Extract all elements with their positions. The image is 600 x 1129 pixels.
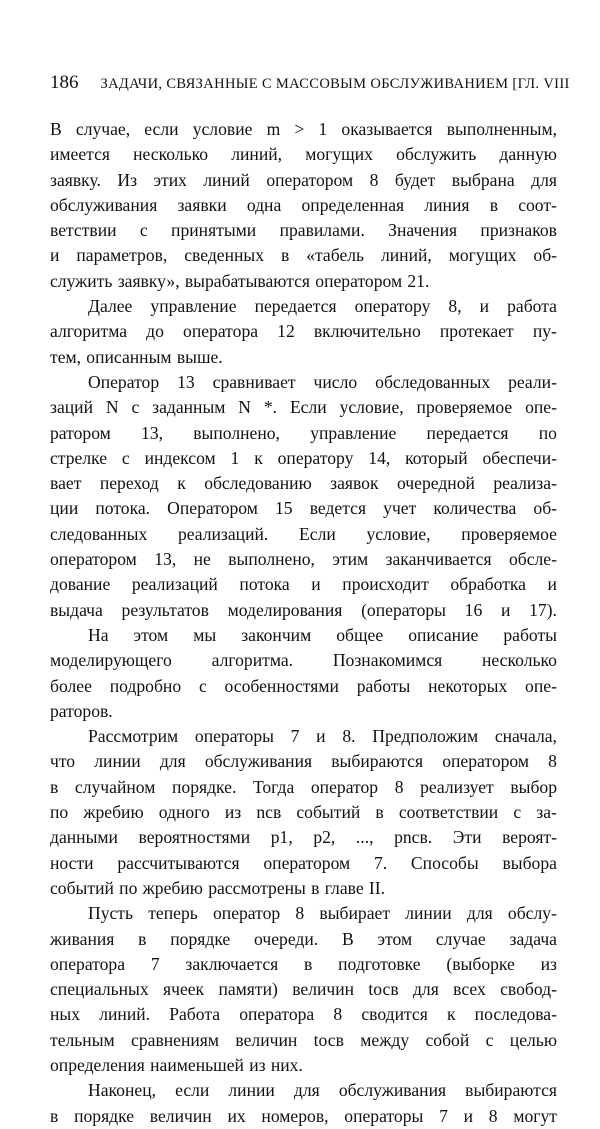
text-line: Оператор 13 сравнивает число обследованных реали- (88, 371, 557, 392)
text-line: служить заявку», вырабатываются оператором 21. (50, 270, 430, 291)
text-line: тем, описанным выше. (50, 346, 223, 367)
text-line: по жребию одного из nсв событий в соответствии с за- (50, 802, 557, 823)
text-line: определения наименьшей из них. (50, 1054, 303, 1075)
text-line: обслуживания заявки одна определенная линия в соот- (50, 194, 557, 215)
text-line: специальных ячеек памяти) величин tосв для всех свобод- (50, 979, 557, 1000)
text-line: Пусть теперь оператор 8 выбирает линии для обслу- (88, 903, 557, 924)
text-line: оператора 7 заключается в подготовке (выборке из (50, 953, 557, 974)
text-line: ных линий. Работа оператора 8 сводится к последова- (50, 1004, 557, 1025)
text-line: На этом мы закончим общее описание работы (88, 624, 557, 645)
text-line: В случае, если условие m > 1 оказывается выполненным, (50, 119, 557, 139)
text-line: и параметров, сведенных в «табель линий, могущих об- (50, 245, 557, 266)
text-line: следованных реализаций. Если условие, проверяемое (50, 523, 557, 544)
text-line: ности рассчитываются оператором 7. Способы выбора (50, 852, 557, 873)
text-line: заявку. Из этих линий оператором 8 будет выбрана для (50, 169, 557, 190)
text-line: дование реализаций потока и происходит обработка и (50, 574, 557, 595)
text-line: событий по жребию рассмотрены в главе II. (50, 877, 386, 898)
body-text (50, 117, 557, 1129)
text-line: выдача результатов моделирования (операторы 16 и 17). (50, 599, 557, 620)
text-line: имеется несколько линий, могущих обслужить данную (50, 144, 557, 165)
text-line: Далее управление передается оператору 8, и работа (88, 296, 557, 317)
text-line: оператором 13, не выполнено, этим заканчивается обсле- (50, 549, 557, 570)
text-line: более подробно с особенностями работы некоторых опе- (50, 675, 557, 696)
text-line: ратором 13, выполнено, управление передается по (50, 422, 557, 443)
text-line: Наконец, если линии для обслуживания выбираются (88, 1080, 557, 1101)
text-line: ции потока. Оператором 15 ведется учет количества об- (50, 498, 557, 519)
text-line: что линии для обслуживания выбираются оператором 8 (50, 751, 557, 772)
text-line: тельным сравнениям величин tосв между собой с целью (50, 1029, 557, 1050)
text-line: моделирующего алгоритма. Познакомимся несколько (50, 650, 557, 671)
text-line: ветствии с принятыми правилами. Значения признаков (50, 220, 557, 241)
running-head: ЗАДАЧИ, СВЯЗАННЫЕ С МАССОВЫМ ОБСЛУЖИВАНИЕМ [ГЛ. VIII (100, 76, 570, 92)
text-line: в случайном порядке. Тогда оператор 8 реализует выбор (50, 776, 557, 797)
text-line: в порядке величин их номеров, операторы 7 и 8 могут (50, 1105, 557, 1126)
text-line: заций N с заданным N *. Если условие, проверяемое опе- (50, 397, 557, 418)
text-line: раторов. (50, 700, 113, 721)
text-line: стрелке с индексом 1 к оператору 14, который обеспечи- (50, 447, 557, 468)
page-number: 186 (50, 72, 79, 93)
text-line: Рассмотрим операторы 7 и 8. Предположим сначала, (88, 726, 557, 747)
text-line: вает переход к обследованию заявок очередной реализа- (50, 473, 557, 494)
text-line: живания в порядке очереди. В этом случае задача (50, 928, 557, 949)
page-header (50, 72, 570, 100)
text-line: алгоритма до оператора 12 включительно протекает пу- (50, 321, 557, 342)
text-line: данными вероятностями p1, p2, ..., pnсв. Эти вероят- (50, 827, 557, 848)
